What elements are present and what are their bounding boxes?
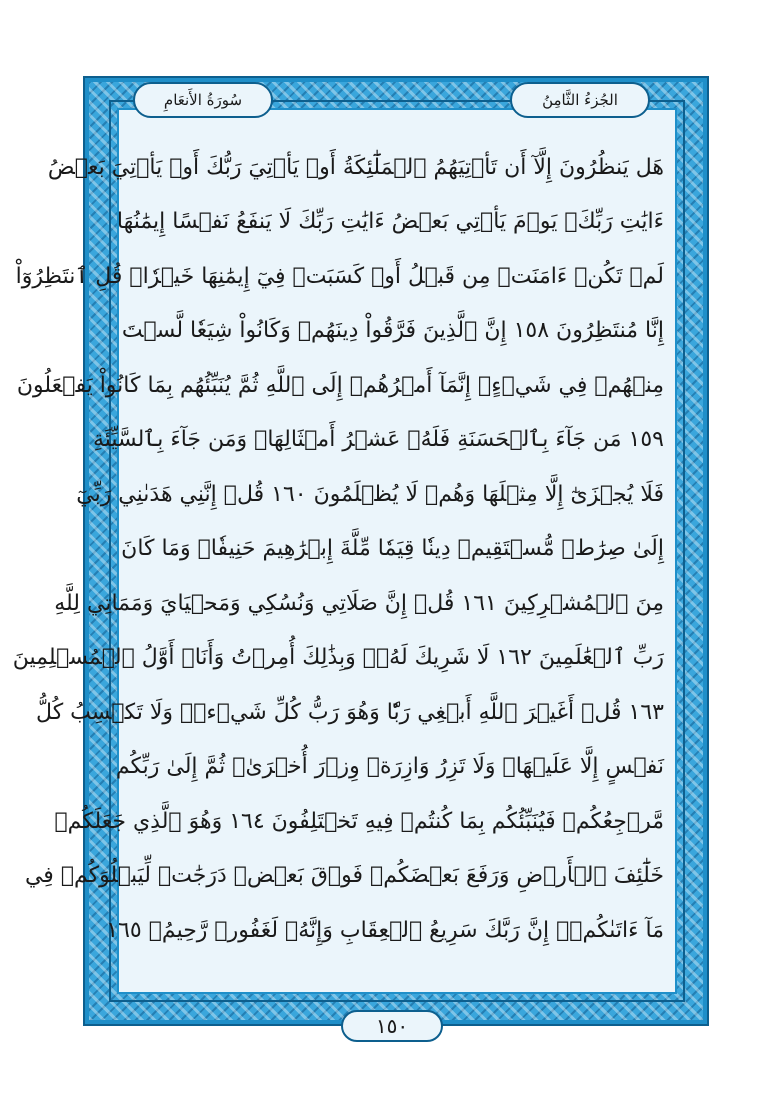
line-text: ١٦٣ قُلۡ أَغَيۡرَ ٱللَّهِ أَبۡغِي رَبّٗا وَهُوَ رَبُّ كُلِّ شَيۡءٖۚ وَلَا تَكۡسِبُ كُلُّ <box>36 699 664 725</box>
line-text: مَآ ءَاتَىٰكُمۡۗ إِنَّ رَبَّكَ سَرِيعُ ٱلۡعِقَابِ وَإِنَّهُۥ لَغَفُورٞ رَّحِيمُۢ ١٦٥ <box>106 917 664 943</box>
page-number-cartouche <box>341 1010 443 1042</box>
page-number: ١٥٠ <box>375 1014 409 1038</box>
text-line <box>106 903 664 958</box>
text-line <box>16 358 664 413</box>
line-text: مَّرۡجِعُكُمۡ فَيُنَبِّئُكُم بِمَا كُنتُمۡ فِيهِ تَخۡتَلِفُونَ ١٦٤ وَهُوَ ٱلَّذِي جَعَلَكُمۡ <box>54 808 664 834</box>
text-line <box>47 140 664 195</box>
text-line <box>24 849 664 904</box>
text-line <box>15 249 664 304</box>
line-text: رَبِّ ٱلۡعَٰلَمِينَ ١٦٢ لَا شَرِيكَ لَهُۥۖ وَبِذَٰلِكَ أُمِرۡتُ وَأَنَا۠ أَوَّلُ ٱلۡمُسۡلِمِينَ <box>12 645 664 671</box>
line-text: ءَايَٰتِ رَبِّكَۗ يَوۡمَ يَأۡتِي بَعۡضُ ءَايَٰتِ رَبِّكَ لَا يَنفَعُ نَفۡسًا إِيمَٰنُهَا <box>116 209 664 235</box>
text-line <box>115 740 664 795</box>
surah-name: سُورَةُ الأَنعَامِ <box>163 91 243 109</box>
text-line <box>54 576 664 631</box>
text-line <box>54 794 664 849</box>
text-line <box>116 195 664 250</box>
line-text: نَفۡسٍ إِلَّا عَلَيۡهَاۚ وَلَا تَزِرُ وَازِرَةٞ وِزۡرَ أُخۡرَىٰۚ ثُمَّ إِلَىٰ رَبِّكُم <box>115 754 664 780</box>
verse-lines <box>12 140 664 958</box>
line-text: لَمۡ تَكُنۡ ءَامَنَتۡ مِن قَبۡلُ أَوۡ كَسَبَتۡ فِيٓ إِيمَٰنِهَا خَيۡرٗاۗ قُلِ ٱنتَظِرُوٓاْ <box>15 263 664 289</box>
text-line <box>36 685 664 740</box>
text-line <box>121 304 664 359</box>
line-text: فَلَا يُجۡزَىٰٓ إِلَّا مِثۡلَهَا وَهُمۡ لَا يُظۡلَمُونَ ١٦٠ قُلۡ إِنَّنِي هَدَىٰنِي رَبِّيٓ <box>76 481 664 507</box>
line-text: ١٥٩ مَن جَآءَ بِٱلۡحَسَنَةِ فَلَهُۥ عَشۡرُ أَمۡثَالِهَاۖ وَمَن جَآءَ بِٱلسَّيِّئَةِ <box>92 427 664 453</box>
text-line <box>12 631 664 686</box>
text-line <box>76 467 664 522</box>
surah-name-cartouche <box>133 82 273 118</box>
line-text: خَلَٰٓئِفَ ٱلۡأَرۡضِ وَرَفَعَ بَعۡضَكُمۡ فَوۡقَ بَعۡضٖ دَرَجَٰتٖ لِّيَبۡلُوَكُمۡ فِي <box>24 863 664 889</box>
text-line <box>121 522 664 577</box>
juz-name: الجُزءُ الثَّامِنُ <box>542 91 618 109</box>
juz-name-cartouche <box>510 82 650 118</box>
line-text: هَل يَنظُرُونَ إِلَّآ أَن تَأۡتِيَهُمُ ٱلۡمَلَٰٓئِكَةُ أَوۡ يَأۡتِيَ رَبُّكَ أَوۡ يَأۡتِيَ بَعۡضُ <box>47 154 664 180</box>
line-text: مِنَ ٱلۡمُشۡرِكِينَ ١٦١ قُلۡ إِنَّ صَلَاتِي وَنُسُكِي وَمَحۡيَايَ وَمَمَاتِي لِلَّهِ <box>54 590 664 616</box>
text-line <box>92 413 664 468</box>
line-text: مِنۡهُمۡ فِي شَيۡءٍۚ إِنَّمَآ أَمۡرُهُمۡ إِلَى ٱللَّهِ ثُمَّ يُنَبِّئُهُم بِمَا كَانُواْ يَفۡعَلُونَ <box>16 372 664 398</box>
line-text: إِنَّا مُنتَظِرُونَ ١٥٨ إِنَّ ٱلَّذِينَ فَرَّقُواْ دِينَهُمۡ وَكَانُواْ شِيَعٗا لَّسۡتَ <box>121 318 664 344</box>
line-text: إِلَىٰ صِرَٰطٖ مُّسۡتَقِيمٖ دِينٗا قِيَمٗا مِّلَّةَ إِبۡرَٰهِيمَ حَنِيفٗاۚ وَمَا كَانَ <box>121 536 664 562</box>
